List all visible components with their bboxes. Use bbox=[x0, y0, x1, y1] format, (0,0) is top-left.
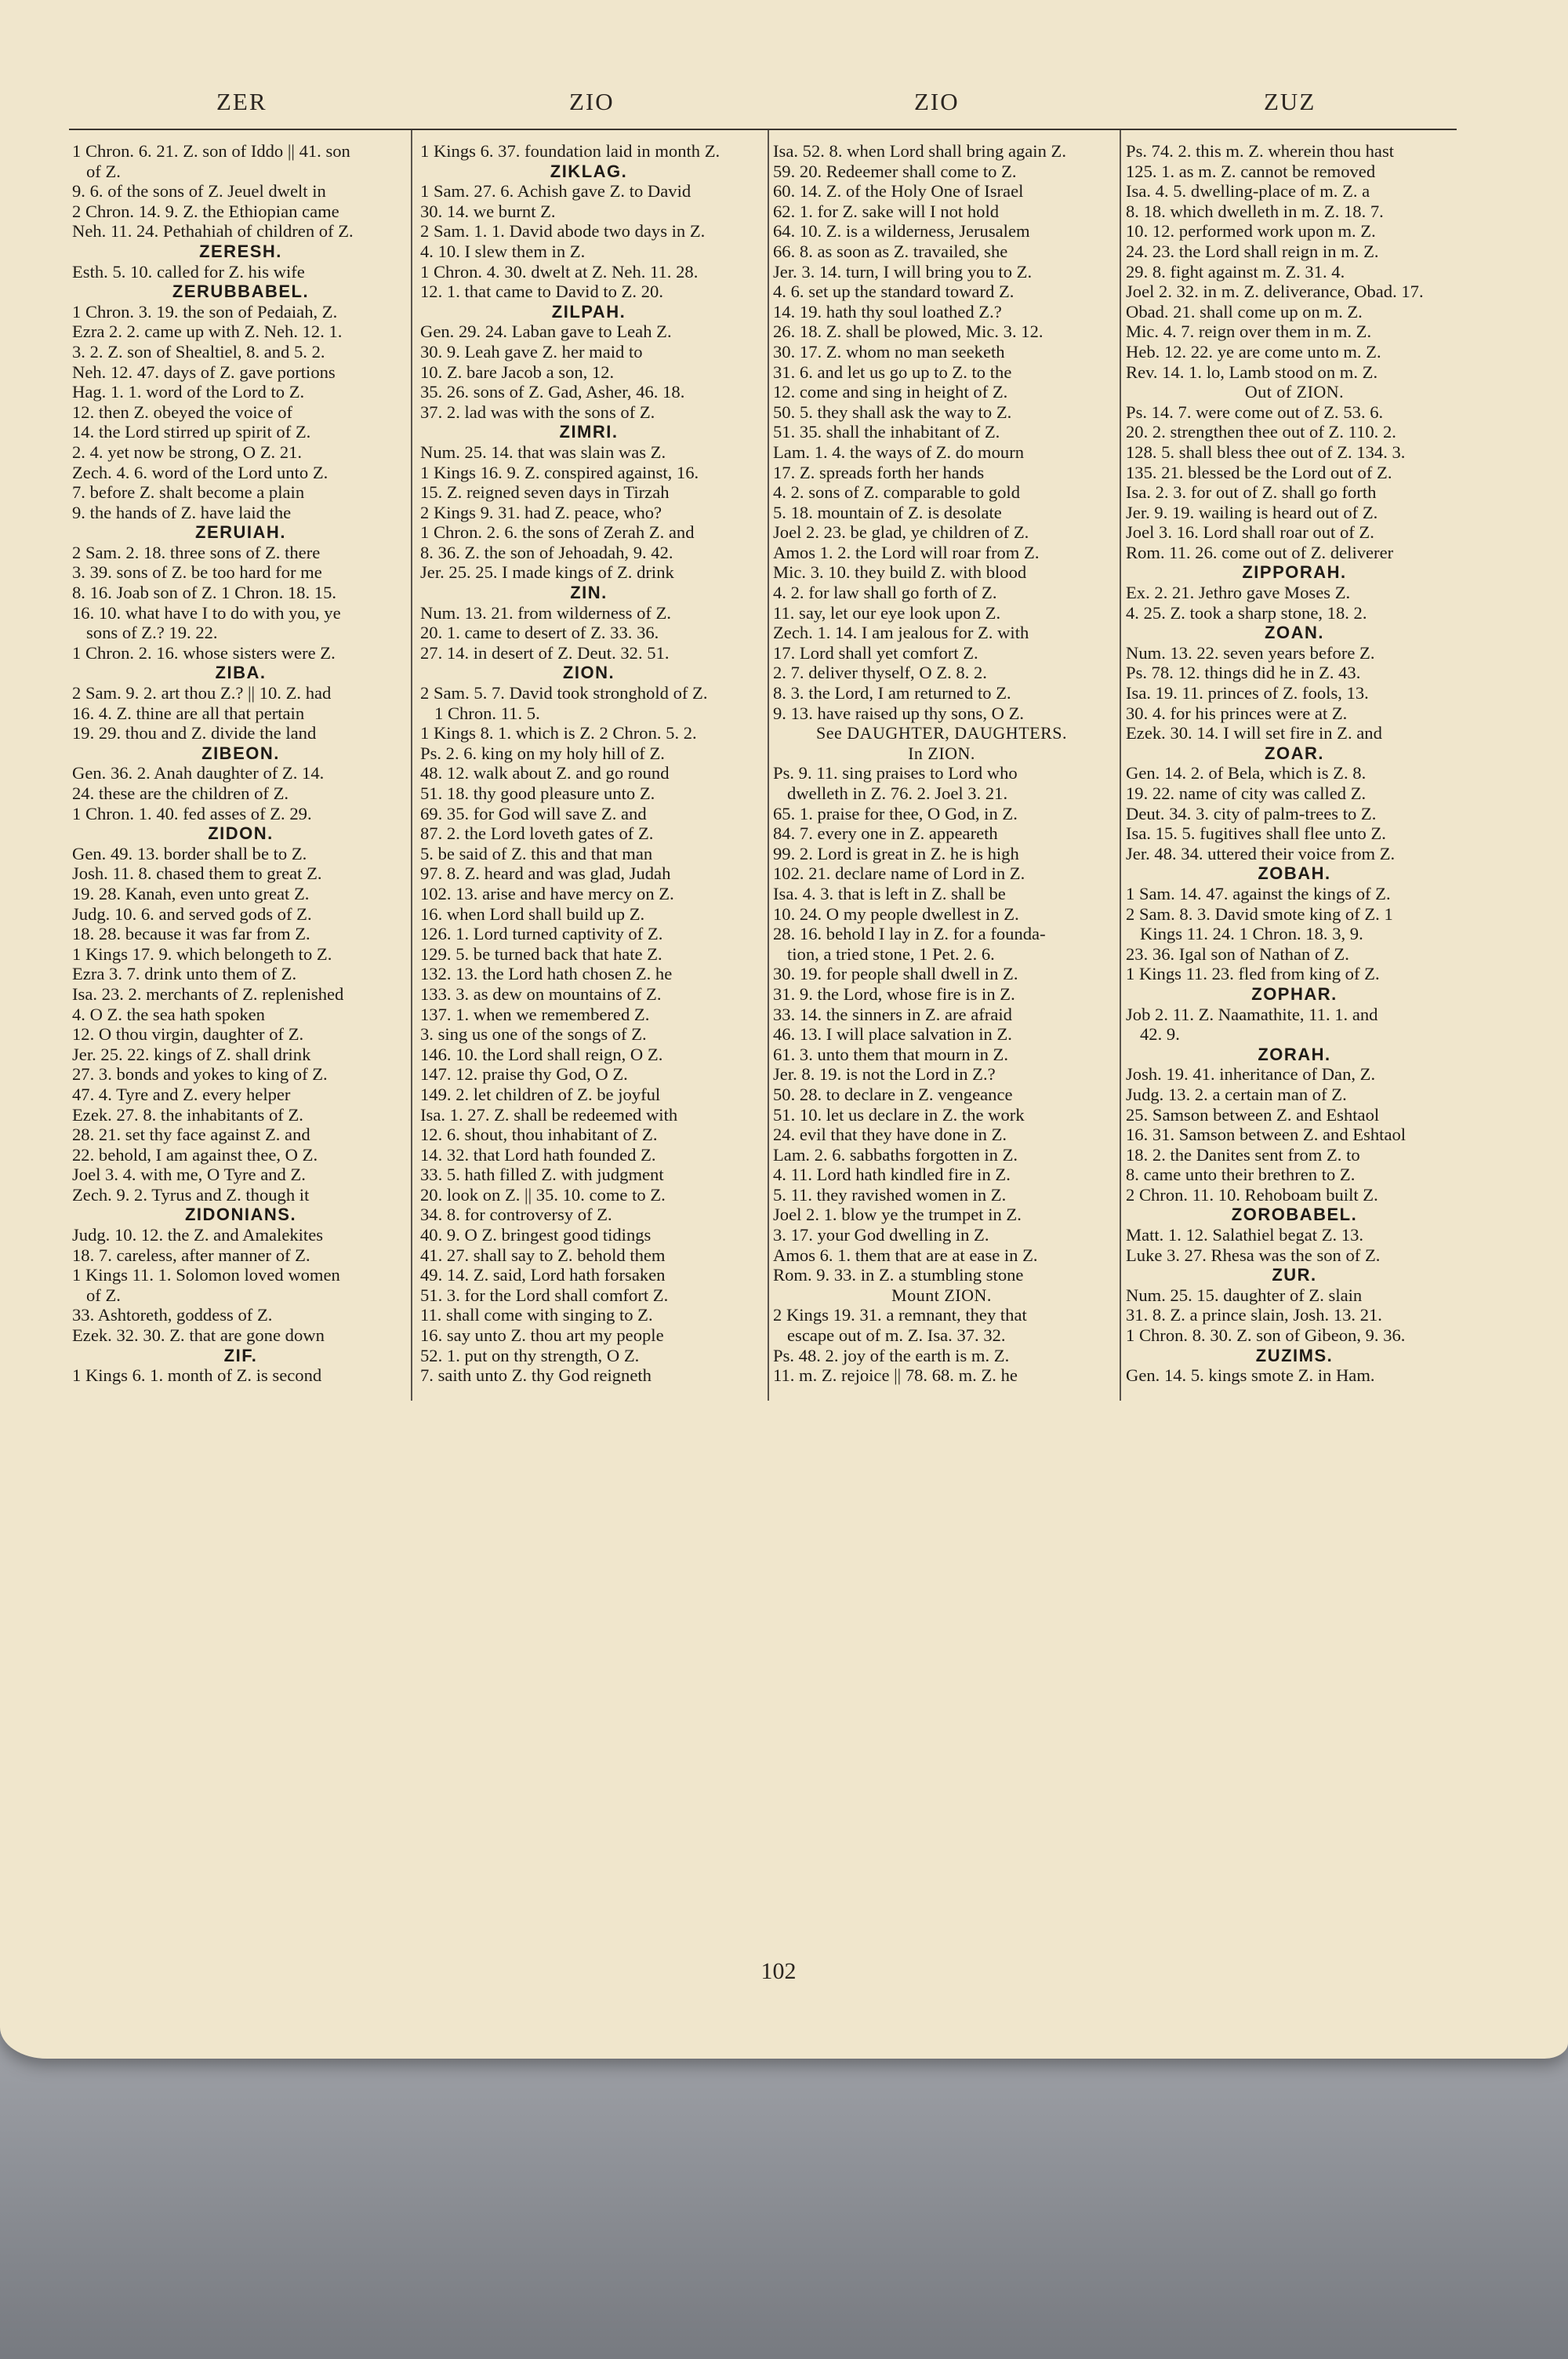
reference-line: 3. 39. sons of Z. be too hard for me bbox=[72, 562, 322, 583]
reference-line: Jer. 25. 22. kings of Z. shall drink bbox=[72, 1044, 311, 1064]
reference-line: 10. Z. bare Jacob a son, 12. bbox=[420, 362, 615, 382]
reference-line: 3. 2. Z. son of Shealtiel, 8. and 5. 2. bbox=[72, 341, 325, 362]
reference-line: 10. 12. performed work upon m. Z. bbox=[1126, 221, 1376, 242]
reference-line: 4. 2. sons of Z. comparable to gold bbox=[773, 482, 1020, 503]
entry-heading: ZIBEON. bbox=[201, 743, 280, 763]
reference-line: 99. 2. Lord is great in Z. he is high bbox=[773, 843, 1019, 863]
entry-heading: ZOPHAR. bbox=[1251, 983, 1338, 1004]
reference-line: 1 Chron. 11. 5. bbox=[434, 703, 540, 723]
reference-line: 27. 3. bonds and yokes to king of Z. bbox=[72, 1064, 328, 1085]
entry-heading: ZILPAH. bbox=[551, 301, 626, 322]
reference-line: Rev. 14. 1. lo, Lamb stood on m. Z. bbox=[1126, 362, 1378, 382]
reference-line: 69. 35. for God will save Z. and bbox=[420, 803, 647, 823]
reference-line: 12. then Z. obeyed the voice of bbox=[72, 402, 293, 422]
reference-line: 12. 6. shout, thou inhabitant of Z. bbox=[420, 1125, 658, 1145]
reference-line: 26. 18. Z. shall be plowed, Mic. 3. 12. bbox=[773, 322, 1044, 342]
reference-line: Isa. 19. 11. princes of Z. fools, 13. bbox=[1126, 683, 1369, 703]
reference-line: 9. the hands of Z. have laid the bbox=[72, 502, 292, 522]
reference-line: 4. 10. I slew them in Z. bbox=[420, 241, 586, 261]
reference-line: 102. 21. declare name of Lord in Z. bbox=[773, 863, 1025, 884]
reference-line: 4. 2. for law shall go forth of Z. bbox=[773, 583, 997, 603]
reference-line: 97. 8. Z. heard and was glad, Judah bbox=[420, 863, 671, 884]
entry-heading: ZOBAH. bbox=[1258, 863, 1331, 884]
entry-heading: ZOAR. bbox=[1265, 743, 1324, 763]
reference-line: 59. 20. Redeemer shall come to Z. bbox=[773, 161, 1017, 181]
reference-line: 23. 36. Igal son of Nathan of Z. bbox=[1126, 943, 1349, 964]
reference-line: Esth. 5. 10. called for Z. his wife bbox=[72, 261, 305, 282]
reference-line: 9. 13. have raised up thy sons, O Z. bbox=[773, 703, 1025, 723]
reference-line: 8. 3. the Lord, I am returned to Z. bbox=[773, 683, 1011, 703]
reference-line: Amos 6. 1. them that are at ease in Z. bbox=[773, 1245, 1038, 1265]
reference-line: 11. m. Z. rejoice || 78. 68. m. Z. he bbox=[773, 1365, 1018, 1386]
reference-line: 3. 17. your God dwelling in Z. bbox=[773, 1225, 989, 1245]
reference-line: 14. the Lord stirred up spirit of Z. bbox=[72, 422, 311, 442]
reference-line: 1 Chron. 6. 21. Z. son of Iddo || 41. son bbox=[72, 141, 350, 161]
reference-line: 4. 11. Lord hath kindled fire in Z. bbox=[773, 1165, 1011, 1185]
reference-line: Judg. 10. 6. and served gods of Z. bbox=[72, 903, 312, 924]
reference-line: 1 Chron. 8. 30. Z. son of Gibeon, 9. 36. bbox=[1126, 1325, 1406, 1346]
reference-line: 8. 16. Joab son of Z. 1 Chron. 18. 15. bbox=[72, 583, 337, 603]
reference-line: 30. 17. Z. whom no man seeketh bbox=[773, 341, 1005, 362]
reference-line: 126. 1. Lord turned captivity of Z. bbox=[420, 924, 663, 944]
reference-line: 35. 26. sons of Z. Gad, Asher, 46. 18. bbox=[420, 382, 685, 402]
concordance-column-1 bbox=[72, 141, 409, 1386]
entry-heading: ZIDON. bbox=[208, 823, 274, 844]
reference-line: Ezek. 27. 8. the inhabitants of Z. bbox=[72, 1104, 303, 1125]
reference-line: 1 Kings 11. 1. Solomon loved women bbox=[72, 1265, 340, 1285]
reference-line: 9. 6. of the sons of Z. Jeuel dwelt in bbox=[72, 181, 326, 202]
reference-line: 2 Sam. 1. 1. David abode two days in Z. bbox=[420, 221, 706, 242]
reference-line: Isa. 4. 5. dwelling-place of m. Z. a bbox=[1126, 181, 1370, 202]
reference-line: 2 Chron. 14. 9. Z. the Ethiopian came bbox=[72, 201, 339, 221]
reference-line: 1 Kings 6. 37. foundation laid in month Z. bbox=[420, 141, 720, 161]
reference-line: 51. 3. for the Lord shall comfort Z. bbox=[420, 1285, 669, 1305]
reference-line: 19. 29. thou and Z. divide the land bbox=[72, 723, 317, 743]
reference-line: sons of Z.? 19. 22. bbox=[86, 623, 218, 643]
reference-line: Joel 2. 23. be glad, ye children of Z. bbox=[773, 522, 1029, 543]
concordance-column-3 bbox=[773, 141, 1110, 1386]
reference-line: 31. 9. the Lord, whose fire is in Z. bbox=[773, 983, 1015, 1004]
reference-line: 16. 4. Z. thine are all that pertain bbox=[72, 703, 305, 723]
reference-line: 27. 14. in desert of Z. Deut. 32. 51. bbox=[420, 642, 670, 663]
reference-line: 64. 10. Z. is a wilderness, Jerusalem bbox=[773, 221, 1030, 242]
reference-line: 24. 23. the Lord shall reign in m. Z. bbox=[1126, 241, 1379, 261]
reference-line: of Z. bbox=[86, 1285, 121, 1305]
reference-line: Joel 3. 4. with me, O Tyre and Z. bbox=[72, 1165, 306, 1185]
reference-line: 47. 4. Tyre and Z. every helper bbox=[72, 1084, 291, 1104]
running-header-2: ZIO bbox=[569, 88, 615, 115]
reference-line: 4. 25. Z. took a sharp stone, 18. 2. bbox=[1126, 602, 1367, 623]
entry-heading: ZIF. bbox=[223, 1345, 258, 1365]
reference-line: 2 Sam. 8. 3. David smote king of Z. 1 bbox=[1126, 903, 1393, 924]
reference-line: 102. 13. arise and have mercy on Z. bbox=[420, 883, 674, 903]
reference-line: 29. 8. fight against m. Z. 31. 4. bbox=[1126, 261, 1345, 282]
reference-line: 8. 18. which dwelleth in m. Z. 18. 7. bbox=[1126, 201, 1384, 221]
entry-heading: ZUR. bbox=[1272, 1265, 1317, 1285]
reference-line: 42. 9. bbox=[1140, 1024, 1180, 1045]
reference-line: 2. 7. deliver thyself, O Z. 8. 2. bbox=[773, 663, 987, 683]
reference-line: Gen. 49. 13. border shall be to Z. bbox=[72, 843, 307, 863]
reference-line: Josh. 19. 41. inheritance of Dan, Z. bbox=[1126, 1064, 1376, 1085]
reference-line: Jer. 48. 34. uttered their voice from Z. bbox=[1126, 843, 1396, 863]
reference-line: Num. 13. 22. seven years before Z. bbox=[1126, 642, 1375, 663]
entry-heading: ZERUIAH. bbox=[195, 522, 286, 543]
reference-line: Obad. 21. shall come up on m. Z. bbox=[1126, 301, 1363, 322]
reference-line: 84. 7. every one in Z. appeareth bbox=[773, 823, 998, 844]
reference-line: Isa. 4. 3. that is left in Z. shall be bbox=[773, 883, 1006, 903]
entry-heading: ZIKLAG. bbox=[550, 161, 628, 181]
reference-line: 33. Ashtoreth, goddess of Z. bbox=[72, 1305, 273, 1325]
reference-line: 4. O Z. the sea hath spoken bbox=[72, 1004, 265, 1024]
reference-line: 11. shall come with singing to Z. bbox=[420, 1305, 653, 1325]
reference-line: 87. 2. the Lord loveth gates of Z. bbox=[420, 823, 654, 844]
reference-line: Matt. 1. 12. Salathiel begat Z. 13. bbox=[1126, 1225, 1364, 1245]
reference-line: 133. 3. as dew on mountains of Z. bbox=[420, 983, 662, 1004]
reference-line: 30. 9. Leah gave Z. her maid to bbox=[420, 341, 643, 362]
reference-line: 25. Samson between Z. and Eshtaol bbox=[1126, 1104, 1380, 1125]
reference-line: Job 2. 11. Z. Naamathite, 11. 1. and bbox=[1126, 1004, 1378, 1024]
entry-heading: ZORAH. bbox=[1258, 1044, 1331, 1064]
reference-line: 18. 7. careless, after manner of Z. bbox=[72, 1245, 310, 1265]
reference-line: Ex. 2. 21. Jethro gave Moses Z. bbox=[1126, 583, 1351, 603]
entry-heading: ZOAN. bbox=[1265, 623, 1324, 643]
reference-line: Neh. 11. 24. Pethahiah of children of Z. bbox=[72, 221, 354, 242]
reference-line: 16. 10. what have I to do with you, ye bbox=[72, 602, 341, 623]
reference-line: 24. evil that they have done in Z. bbox=[773, 1125, 1007, 1145]
entry-heading: ZIDONIANS. bbox=[184, 1205, 297, 1225]
reference-line: 33. 14. the sinners in Z. are afraid bbox=[773, 1004, 1012, 1024]
reference-line: Hag. 1. 1. word of the Lord to Z. bbox=[72, 382, 305, 402]
reference-line: 50. 5. they shall ask the way to Z. bbox=[773, 402, 1012, 422]
reference-line: 16. 31. Samson between Z. and Eshtaol bbox=[1126, 1125, 1406, 1145]
subsection-heading: Mount ZION. bbox=[891, 1285, 992, 1305]
subsection-heading: See DAUGHTER, DAUGHTERS. bbox=[816, 723, 1067, 743]
column-divider bbox=[1120, 130, 1121, 1401]
reference-line: 1 Kings 16. 9. Z. conspired against, 16. bbox=[420, 462, 699, 482]
reference-line: 14. 32. that Lord hath founded Z. bbox=[420, 1144, 656, 1165]
entry-heading: ZIMRI. bbox=[559, 422, 619, 442]
reference-line: 7. before Z. shalt become a plain bbox=[72, 482, 305, 503]
reference-line: 12. 1. that came to David to Z. 20. bbox=[420, 282, 663, 302]
reference-line: Rom. 11. 26. come out of Z. deliverer bbox=[1126, 542, 1394, 562]
reference-line: 2. 4. yet now be strong, O Z. 21. bbox=[72, 442, 303, 462]
reference-line: Isa. 1. 27. Z. shall be redeemed with bbox=[420, 1104, 678, 1125]
reference-line: 50. 28. to declare in Z. vengeance bbox=[773, 1084, 1013, 1104]
reference-line: 2 Kings 9. 31. had Z. peace, who? bbox=[420, 502, 662, 522]
reference-line: 20. look on Z. || 35. 10. come to Z. bbox=[420, 1184, 666, 1205]
reference-line: Jer. 9. 19. wailing is heard out of Z. bbox=[1126, 502, 1378, 522]
reference-line: Amos 1. 2. the Lord will roar from Z. bbox=[773, 542, 1040, 562]
reference-line: 28. 16. behold I lay in Z. for a founda- bbox=[773, 924, 1046, 944]
reference-line: Gen. 29. 24. Laban gave to Leah Z. bbox=[420, 322, 672, 342]
reference-line: 62. 1. for Z. sake will I not hold bbox=[773, 201, 1000, 221]
reference-line: 128. 5. shall bless thee out of Z. 134. 3. bbox=[1126, 442, 1406, 462]
reference-line: 132. 13. the Lord hath chosen Z. he bbox=[420, 964, 673, 984]
entry-heading: ZERUBBABEL. bbox=[172, 282, 310, 302]
reference-line: dwelleth in Z. 76. 2. Joel 3. 21. bbox=[787, 783, 1008, 803]
reference-line: Isa. 52. 8. when Lord shall bring again Z. bbox=[773, 141, 1066, 161]
reference-line: 49. 14. Z. said, Lord hath forsaken bbox=[420, 1265, 666, 1285]
reference-line: 147. 12. praise thy God, O Z. bbox=[420, 1064, 628, 1085]
entry-heading: ZUZIMS. bbox=[1255, 1345, 1334, 1365]
reference-line: 16. say unto Z. thou art my people bbox=[420, 1325, 664, 1346]
reference-line: Ezra 2. 2. came up with Z. Neh. 12. 1. bbox=[72, 322, 343, 342]
reference-line: 1 Kings 8. 1. which is Z. 2 Chron. 5. 2. bbox=[420, 723, 697, 743]
reference-line: 12. O thou virgin, daughter of Z. bbox=[72, 1024, 304, 1045]
reference-line: 10. 24. O my people dwellest in Z. bbox=[773, 903, 1019, 924]
concordance-column-4 bbox=[1126, 141, 1463, 1386]
reference-line: 46. 13. I will place salvation in Z. bbox=[773, 1024, 1012, 1045]
reference-line: Joel 2. 1. blow ye the trumpet in Z. bbox=[773, 1205, 1022, 1225]
reference-line: Isa. 23. 2. merchants of Z. replenished bbox=[72, 983, 344, 1004]
reference-line: Ps. 78. 12. things did he in Z. 43. bbox=[1126, 663, 1361, 683]
reference-line: 4. 6. set up the standard toward Z. bbox=[773, 282, 1014, 302]
reference-line: Zech. 1. 14. I am jealous for Z. with bbox=[773, 623, 1029, 643]
reference-line: tion, a tried stone, 1 Pet. 2. 6. bbox=[787, 943, 995, 964]
reference-line: Judg. 10. 12. the Z. and Amalekites bbox=[72, 1225, 324, 1245]
reference-line: Ezek. 30. 14. I will set fire in Z. and bbox=[1126, 723, 1382, 743]
reference-line: 65. 1. praise for thee, O God, in Z. bbox=[773, 803, 1018, 823]
entry-heading: ZION. bbox=[562, 663, 615, 683]
reference-line: Neh. 12. 47. days of Z. gave portions bbox=[72, 362, 336, 382]
reference-line: Jer. 3. 14. turn, I will bring you to Z. bbox=[773, 261, 1033, 282]
reference-line: 2 Sam. 2. 18. three sons of Z. there bbox=[72, 542, 321, 562]
reference-line: Heb. 12. 22. ye are come unto m. Z. bbox=[1126, 341, 1381, 362]
reference-line: 61. 3. unto them that mourn in Z. bbox=[773, 1044, 1008, 1064]
reference-line: Joel 3. 16. Lord shall roar out of Z. bbox=[1126, 522, 1374, 543]
reference-line: 22. behold, I am against thee, O Z. bbox=[72, 1144, 318, 1165]
reference-line: 19. 28. Kanah, even unto great Z. bbox=[72, 883, 310, 903]
reference-line: Luke 3. 27. Rhesa was the son of Z. bbox=[1126, 1245, 1381, 1265]
reference-line: 41. 27. shall say to Z. behold them bbox=[420, 1245, 666, 1265]
reference-line: 1 Sam. 27. 6. Achish gave Z. to David bbox=[420, 181, 691, 202]
reference-line: 8. came unto their brethren to Z. bbox=[1126, 1165, 1356, 1185]
running-header-3: ZIO bbox=[914, 88, 960, 115]
reference-line: 5. 18. mountain of Z. is desolate bbox=[773, 502, 1002, 522]
reference-line: 60. 14. Z. of the Holy One of Israel bbox=[773, 181, 1024, 202]
reference-line: Mic. 3. 10. they build Z. with blood bbox=[773, 562, 1027, 583]
reference-line: Gen. 14. 2. of Bela, which is Z. 8. bbox=[1126, 763, 1367, 783]
reference-line: 2 Kings 19. 31. a remnant, they that bbox=[773, 1305, 1027, 1325]
reference-line: 40. 9. O Z. bringest good tidings bbox=[420, 1225, 652, 1245]
reference-line: 30. 4. for his princes were at Z. bbox=[1126, 703, 1348, 723]
reference-line: Jer. 25. 25. I made kings of Z. drink bbox=[420, 562, 674, 583]
reference-line: Gen. 14. 5. kings smote Z. in Ham. bbox=[1126, 1365, 1375, 1386]
reference-line: 1 Chron. 3. 19. the son of Pedaiah, Z. bbox=[72, 301, 338, 322]
reference-line: 51. 10. let us declare in Z. the work bbox=[773, 1104, 1025, 1125]
reference-line: 129. 5. be turned back that hate Z. bbox=[420, 943, 662, 964]
entry-heading: ZERESH. bbox=[199, 241, 282, 261]
reference-line: 5. 11. they ravished women in Z. bbox=[773, 1184, 1007, 1205]
reference-line: Josh. 11. 8. chased them to great Z. bbox=[72, 863, 322, 884]
reference-line: 146. 10. the Lord shall reign, O Z. bbox=[420, 1044, 663, 1064]
reference-line: 31. 8. Z. a prince slain, Josh. 13. 21. bbox=[1126, 1305, 1382, 1325]
reference-line: 15. Z. reigned seven days in Tirzah bbox=[420, 482, 670, 503]
entry-heading: ZOROBABEL. bbox=[1231, 1205, 1358, 1225]
reference-line: 11. say, let our eye look upon Z. bbox=[773, 602, 1001, 623]
reference-line: Rom. 9. 33. in Z. a stumbling stone bbox=[773, 1265, 1024, 1285]
reference-line: 30. 19. for people shall dwell in Z. bbox=[773, 964, 1018, 984]
page-number: 102 bbox=[760, 1958, 797, 1984]
reference-line: 20. 2. strengthen thee out of Z. 110. 2. bbox=[1126, 422, 1396, 442]
reference-line: 125. 1. as m. Z. cannot be removed bbox=[1126, 161, 1376, 181]
reference-line: 30. 14. we burnt Z. bbox=[420, 201, 556, 221]
reference-line: Gen. 36. 2. Anah daughter of Z. 14. bbox=[72, 763, 325, 783]
reference-line: 51. 35. shall the inhabitant of Z. bbox=[773, 422, 1000, 442]
reference-line: 12. come and sing in height of Z. bbox=[773, 382, 1008, 402]
reference-line: Isa. 15. 5. fugitives shall flee unto Z. bbox=[1126, 823, 1386, 844]
reference-line: Num. 25. 14. that was slain was Z. bbox=[420, 442, 666, 462]
reference-line: Isa. 2. 3. for out of Z. shall go forth bbox=[1126, 482, 1377, 503]
reference-line: 1 Kings 11. 23. fled from king of Z. bbox=[1126, 964, 1380, 984]
reference-line: 1 Chron. 1. 40. fed asses of Z. 29. bbox=[72, 803, 312, 823]
reference-line: Ps. 2. 6. king on my holy hill of Z. bbox=[420, 743, 665, 763]
reference-line: Lam. 2. 6. sabbaths forgotten in Z. bbox=[773, 1144, 1018, 1165]
column-divider bbox=[411, 130, 412, 1401]
reference-line: 48. 12. walk about Z. and go round bbox=[420, 763, 670, 783]
reference-line: Ps. 14. 7. were come out of Z. 53. 6. bbox=[1126, 402, 1384, 422]
reference-line: 8. 36. Z. the son of Jehoadah, 9. 42. bbox=[420, 542, 673, 562]
subsection-heading: In ZION. bbox=[908, 743, 975, 763]
reference-line: 137. 1. when we remembered Z. bbox=[420, 1004, 650, 1024]
reference-line: 24. these are the children of Z. bbox=[72, 783, 289, 803]
entry-heading: ZIN. bbox=[570, 583, 608, 603]
reference-line: 17. Z. spreads forth her hands bbox=[773, 462, 985, 482]
reference-line: 28. 21. set thy face against Z. and bbox=[72, 1125, 310, 1145]
reference-line: 135. 21. blessed be the Lord out of Z. bbox=[1126, 462, 1392, 482]
reference-line: 17. Lord shall yet comfort Z. bbox=[773, 642, 978, 663]
entry-heading: ZIPPORAH. bbox=[1242, 562, 1347, 583]
reference-line: 66. 8. as soon as Z. travailed, she bbox=[773, 241, 1008, 261]
reference-line: 34. 8. for controversy of Z. bbox=[420, 1205, 612, 1225]
reference-line: 31. 6. and let us go up to Z. to the bbox=[773, 362, 1012, 382]
reference-line: Ps. 9. 11. sing praises to Lord who bbox=[773, 763, 1018, 783]
reference-line: 1 Chron. 2. 16. whose sisters were Z. bbox=[72, 642, 336, 663]
reference-line: Lam. 1. 4. the ways of Z. do mourn bbox=[773, 442, 1025, 462]
reference-line: Kings 11. 24. 1 Chron. 18. 3, 9. bbox=[1140, 924, 1363, 944]
reference-line: 1 Chron. 2. 6. the sons of Zerah Z. and bbox=[420, 522, 695, 543]
reference-line: 14. 19. hath thy soul loathed Z.? bbox=[773, 301, 1002, 322]
reference-line: Num. 25. 15. daughter of Z. slain bbox=[1126, 1285, 1363, 1305]
reference-line: Ezra 3. 7. drink unto them of Z. bbox=[72, 964, 297, 984]
subsection-heading: Out of ZION. bbox=[1244, 382, 1345, 402]
reference-line: escape out of m. Z. Isa. 37. 32. bbox=[787, 1325, 1006, 1346]
reference-line: 5. be said of Z. this and that man bbox=[420, 843, 653, 863]
reference-line: 3. sing us one of the songs of Z. bbox=[420, 1024, 647, 1045]
reference-line: Ps. 48. 2. joy of the earth is m. Z. bbox=[773, 1345, 1010, 1365]
reference-line: Judg. 13. 2. a certain man of Z. bbox=[1126, 1084, 1347, 1104]
reference-line: Deut. 34. 3. city of palm-trees to Z. bbox=[1126, 803, 1377, 823]
reference-line: 33. 5. hath filled Z. with judgment bbox=[420, 1165, 664, 1185]
reference-line: 1 Kings 6. 1. month of Z. is second bbox=[72, 1365, 322, 1386]
header-rule bbox=[69, 129, 1457, 130]
reference-line: 7. saith unto Z. thy God reigneth bbox=[420, 1365, 652, 1386]
reference-line: Jer. 8. 19. is not the Lord in Z.? bbox=[773, 1064, 996, 1085]
reference-line: Ps. 74. 2. this m. Z. wherein thou hast bbox=[1126, 141, 1395, 161]
running-header-4: ZUZ bbox=[1264, 88, 1316, 115]
reference-line: 149. 2. let children of Z. be joyful bbox=[420, 1084, 661, 1104]
reference-line: of Z. bbox=[86, 161, 121, 181]
reference-line: Mic. 4. 7. reign over them in m. Z. bbox=[1126, 322, 1372, 342]
reference-line: 2 Sam. 5. 7. David took stronghold of Z. bbox=[420, 683, 708, 703]
reference-line: 18. 28. because it was far from Z. bbox=[72, 924, 310, 944]
reference-line: Zech. 9. 2. Tyrus and Z. though it bbox=[72, 1184, 310, 1205]
reference-line: Num. 13. 21. from wilderness of Z. bbox=[420, 602, 672, 623]
reference-line: 52. 1. put on thy strength, O Z. bbox=[420, 1345, 640, 1365]
reference-line: 2 Chron. 11. 10. Rehoboam built Z. bbox=[1126, 1184, 1378, 1205]
reference-line: Joel 2. 32. in m. Z. deliverance, Obad. 17. bbox=[1126, 282, 1424, 302]
entry-heading: ZIBA. bbox=[215, 663, 267, 683]
reference-line: Zech. 4. 6. word of the Lord unto Z. bbox=[72, 462, 328, 482]
reference-line: 2 Sam. 9. 2. art thou Z.? || 10. Z. had bbox=[72, 683, 332, 703]
reference-line: 1 Kings 17. 9. which belongeth to Z. bbox=[72, 943, 332, 964]
reference-line: 1 Chron. 4. 30. dwelt at Z. Neh. 11. 28. bbox=[420, 261, 699, 282]
column-divider bbox=[768, 130, 769, 1401]
running-header-1: ZER bbox=[216, 88, 267, 115]
reference-line: 18. 2. the Danites sent from Z. to bbox=[1126, 1144, 1360, 1165]
concordance-column-2 bbox=[420, 141, 757, 1386]
reference-line: 16. when Lord shall build up Z. bbox=[420, 903, 645, 924]
reference-line: Ezek. 32. 30. Z. that are gone down bbox=[72, 1325, 325, 1346]
reference-line: 37. 2. lad was with the sons of Z. bbox=[420, 402, 655, 422]
reference-line: 51. 18. thy good pleasure unto Z. bbox=[420, 783, 655, 803]
reference-line: 20. 1. came to desert of Z. 33. 36. bbox=[420, 623, 659, 643]
reference-line: 1 Sam. 14. 47. against the kings of Z. bbox=[1126, 883, 1391, 903]
reference-line: 19. 22. name of city was called Z. bbox=[1126, 783, 1367, 803]
